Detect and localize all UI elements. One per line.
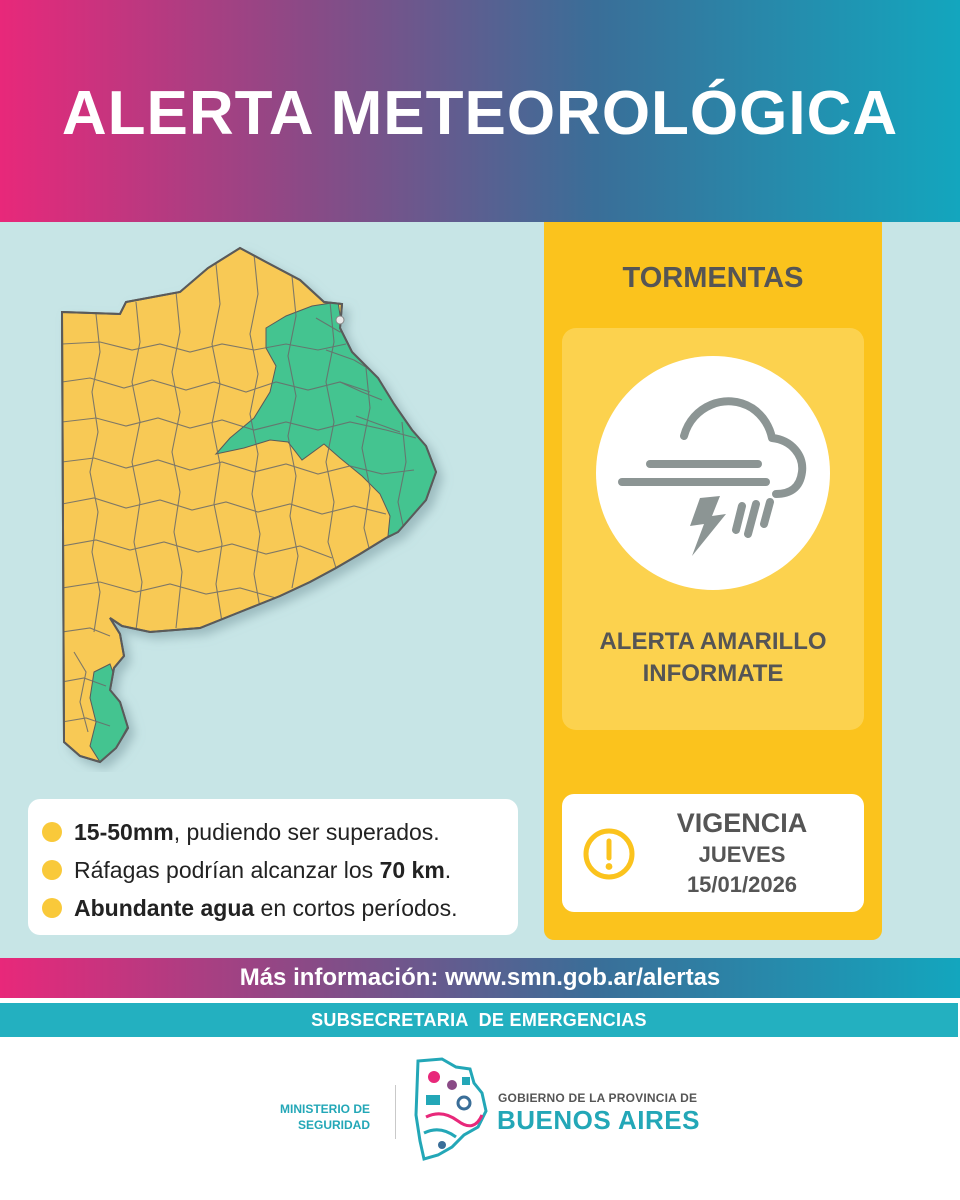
vigencia-date: 15/01/2026 (686, 872, 798, 897)
gov-line-big: BUENOS AIRES (497, 1105, 700, 1135)
storm-icon-circle (596, 356, 830, 590)
green-alert-zone-south (90, 664, 128, 762)
legend-text: Ráfagas podrían alcanzar los (74, 856, 380, 883)
panel-title: TORMENTAS (622, 262, 804, 294)
alert-level-line1: ALERTA AMARILLO (599, 628, 827, 655)
legend-text: en cortos períodos. (254, 894, 458, 921)
legend-text: . (444, 856, 452, 883)
ministerio-line2: SEGURIDAD (297, 1118, 370, 1132)
legend-item-water (42, 889, 518, 927)
info-link-bar[interactable] (0, 958, 960, 998)
legend-item-rain (42, 813, 518, 851)
gov-line-small: GOBIERNO DE LA PROVINCIA DE (498, 1091, 698, 1105)
ministerio-line1: MINISTERIO DE (279, 1102, 370, 1116)
yellow-dot-icon (42, 860, 62, 880)
subsecretaria-text: SUBSECRETARIA DE EMERGENCIAS (311, 1009, 647, 1030)
legend-item-wind (42, 851, 518, 889)
province-map (40, 232, 460, 772)
footer-divider (395, 1085, 396, 1139)
legend-box (28, 799, 518, 935)
legend-bold: Abundante agua (74, 894, 255, 921)
info-link-text[interactable]: Más información: www.smn.gob.ar/alertas (239, 964, 721, 991)
alert-level-line2: INFORMATE (642, 660, 784, 687)
province-seal-icon (412, 1055, 492, 1165)
alert-panel (544, 222, 882, 940)
vigencia-card (562, 794, 864, 912)
legend-text: , pudiendo ser superados. (173, 818, 440, 845)
yellow-dot-icon (42, 822, 62, 842)
legend-bold: 15-50mm (74, 818, 174, 845)
alert-card (562, 328, 864, 730)
footer (0, 1037, 960, 1200)
subsecretaria-bar (0, 1003, 958, 1037)
vigencia-day: JUEVES (698, 842, 786, 867)
header-banner (0, 0, 960, 222)
yellow-dot-icon (42, 898, 62, 918)
legend-bold: 70 km (379, 856, 445, 883)
vigencia-label: VIGENCIA (676, 808, 808, 838)
vigencia-text (642, 806, 842, 900)
ministerio-label (230, 1101, 370, 1133)
alert-level-text (562, 626, 864, 690)
storm-cloud-icon (596, 356, 830, 590)
page-title: ALERTA METEOROLÓGICA (61, 78, 899, 148)
warning-icon (582, 827, 636, 881)
